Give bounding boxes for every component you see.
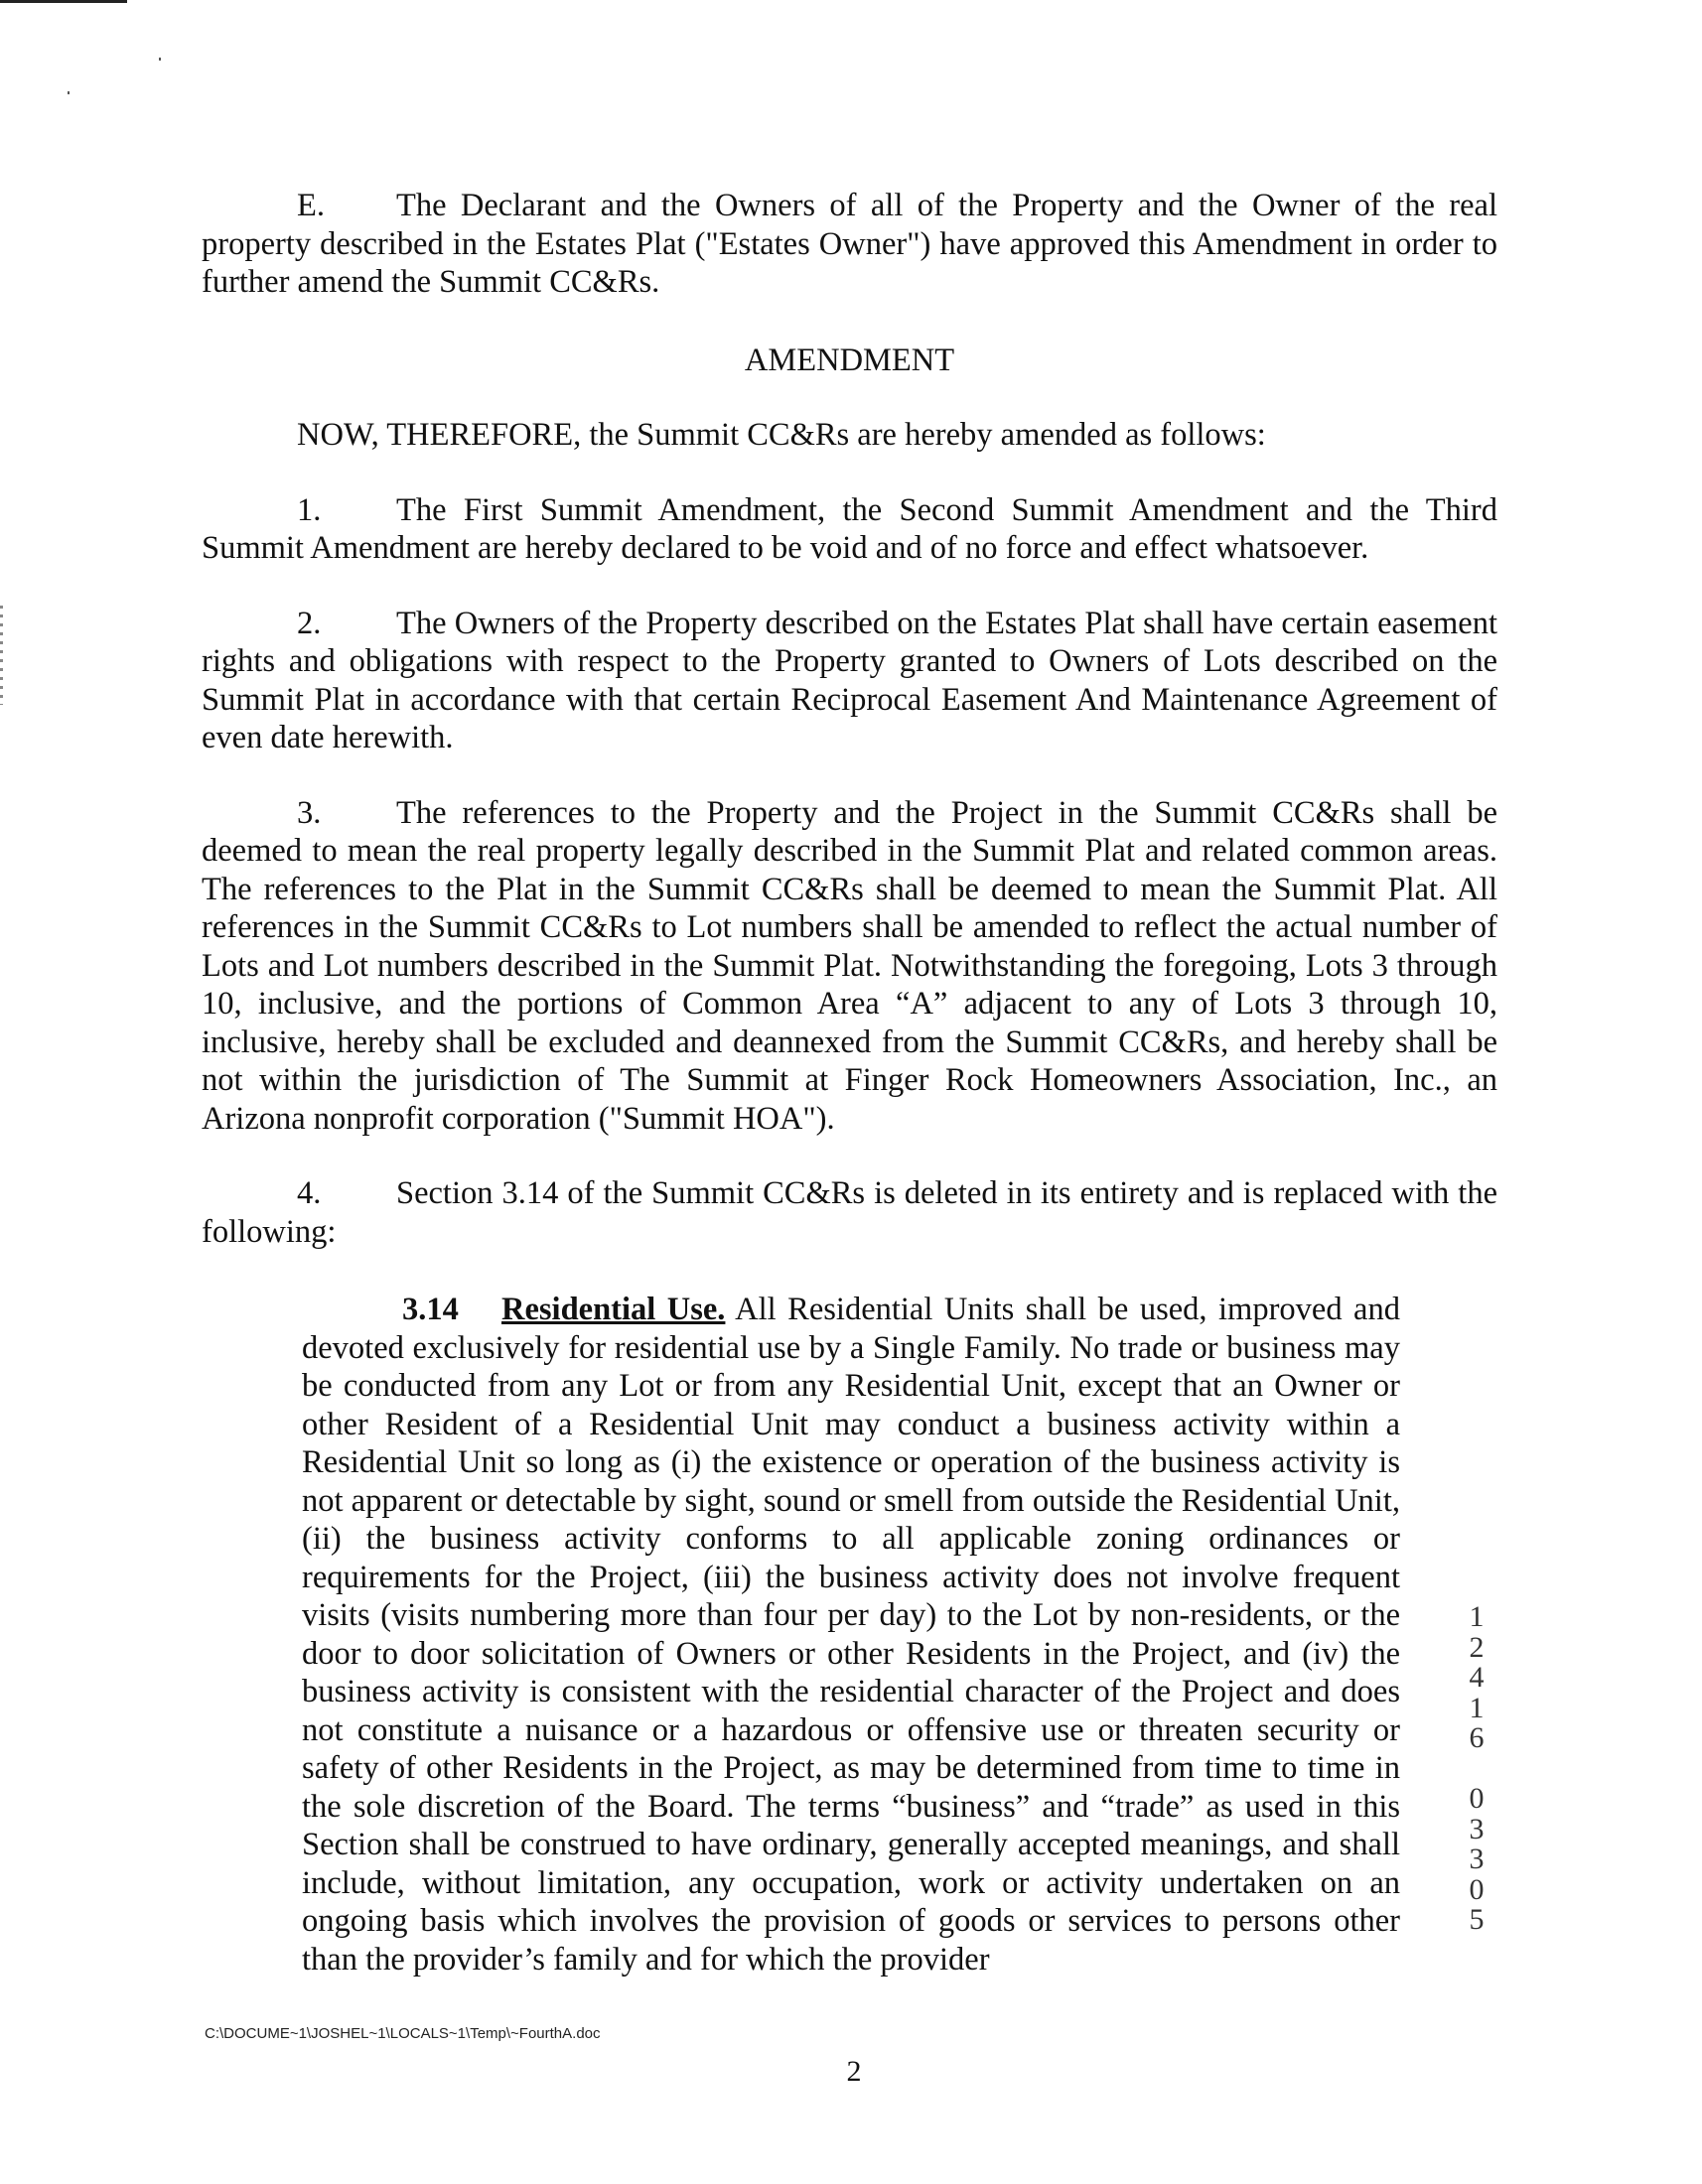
stamp-digit: 3	[1469, 1843, 1485, 1875]
stamp-digit: 0	[1469, 1782, 1485, 1815]
paragraph-label: E.	[297, 188, 325, 223]
section-text: All Residential Units shall be used, improved and devoted exclusively for residential use by a Single Family. No trade or business may be conducted from any Lot or from any Residential Unit, except that an Owner or other Resident of a Residential Unit may conduct a business activity within a Residential Unit so long as (i) the existence or operation of the business activity is not apparent or detectable by sight, sound or smell from outside the Residential Unit, (ii) the business activity conforms to all applicable zoning ordinances or requirements for the Project, (iii) the business activity does not involve frequent visits (visits numbering more than four per day) to the Lot by non-residents, or the door to door solicitation of Owners or other Residents in the Project, and (iv) the business activity is consistent with the residential character of the Project and does not constitute a nuisance or a hazardous or offensive use or threaten security or safety of other Residents in the Project, as may be determined from time to time in the sole discretion of the Board. The terms “business” and “trade” as used in this Section shall be construed to have ordinary, generally accepted meanings, and shall include, without limitation, any occupation, work or activity undertaken on an ongoing basis which involves the provision of goods or services to persons other than the provider’s family and for which the provider	[302, 1292, 1400, 1978]
section-heading: AMENDMENT	[744, 341, 955, 378]
stamp-digit: 4	[1469, 1661, 1485, 1694]
numbered-paragraph-1	[202, 491, 1497, 568]
section-title: Residential Use.	[501, 1292, 726, 1327]
paragraph-text: The Owners of the Property described on the Estates Plat shall have certain easement rights and obligations with respect to the Property granted to Owners of Lots described on the Summit Plat in accordance with that certain Reciprocal Easement And Maintenance Agreement of even date herewith.	[202, 605, 1497, 755]
stamp-digit: 5	[1469, 1903, 1485, 1936]
stamp-digit: 1	[1469, 1600, 1485, 1633]
numbered-paragraph-2	[202, 605, 1497, 757]
document-body	[202, 187, 1497, 1979]
page-number: 2	[846, 2055, 862, 2088]
paragraph-text: The references to the Property and the Project in the Summit CC&Rs shall be deemed to mean the real property legally described in the Summit Plat and related common areas. The references to the Plat in the Summit CC&Rs shall be deemed to mean the Summit Plat. All references in the Summit CC&Rs to Lot numbers shall be amended to reflect the actual number of Lots and Lot numbers described in the Summit Plat. Notwithstanding the foregoing, Lots 3 through 10, inclusive, and the portions of Common Area “A” adjacent to any of Lots 3 through 10, inclusive, hereby shall be excluded and deannexed from the Summit CC&Rs, and hereby shall be not within the jurisdiction of The Summit at Finger Rock Homeowners Association, Inc., an Arizona nonprofit corporation ("Summit HOA").	[202, 794, 1497, 1137]
side-document-stamp	[1462, 1602, 1491, 1936]
paragraph-e	[202, 187, 1497, 302]
scan-edge-mark	[0, 606, 3, 705]
numbered-paragraph-3	[202, 794, 1497, 1139]
stamp-digit: 1	[1469, 1691, 1485, 1724]
scan-speck	[68, 91, 70, 94]
numbered-paragraph-4	[202, 1174, 1497, 1251]
paragraph-text: The First Summit Amendment, the Second Summit Amendment and the Third Summit Amendment are hereby declared to be void and of no force and effect whatsoever.	[202, 491, 1497, 566]
paragraph-label: 2.	[297, 605, 322, 641]
stamp-gap	[1462, 1754, 1491, 1785]
paragraph-text: The Declarant and the Owners of all of the Property and the Owner of the real property described in the Estates Plat ("Estates Owner") have approved this Amendment in order to further amend the Summit CC&Rs.	[202, 188, 1497, 300]
scan-speck	[159, 58, 161, 61]
stamp-digit: 0	[1469, 1872, 1485, 1906]
paragraph-text: Section 3.14 of the Summit CC&Rs is deleted in its entirety and is replaced with the following:	[202, 1175, 1497, 1250]
section-3-14-block	[302, 1291, 1400, 1979]
footer-file-path: C:\DOCUME~1\JOSHEL~1\LOCALS~1\Temp\~FourthA.doc	[205, 2025, 601, 2042]
stamp-digit: 6	[1469, 1721, 1485, 1754]
paragraph-label: 1.	[297, 491, 322, 528]
scan-edge-mark	[0, 0, 127, 3]
stamp-digit: 3	[1469, 1812, 1485, 1845]
paragraph-label: 4.	[297, 1175, 322, 1211]
paragraph-label: 3.	[297, 794, 322, 831]
intro-paragraph: NOW, THEREFORE, the Summit CC&Rs are hereby amended as follows:	[297, 417, 1266, 453]
stamp-digit: 2	[1469, 1630, 1485, 1664]
section-number: 3.14	[402, 1292, 459, 1327]
